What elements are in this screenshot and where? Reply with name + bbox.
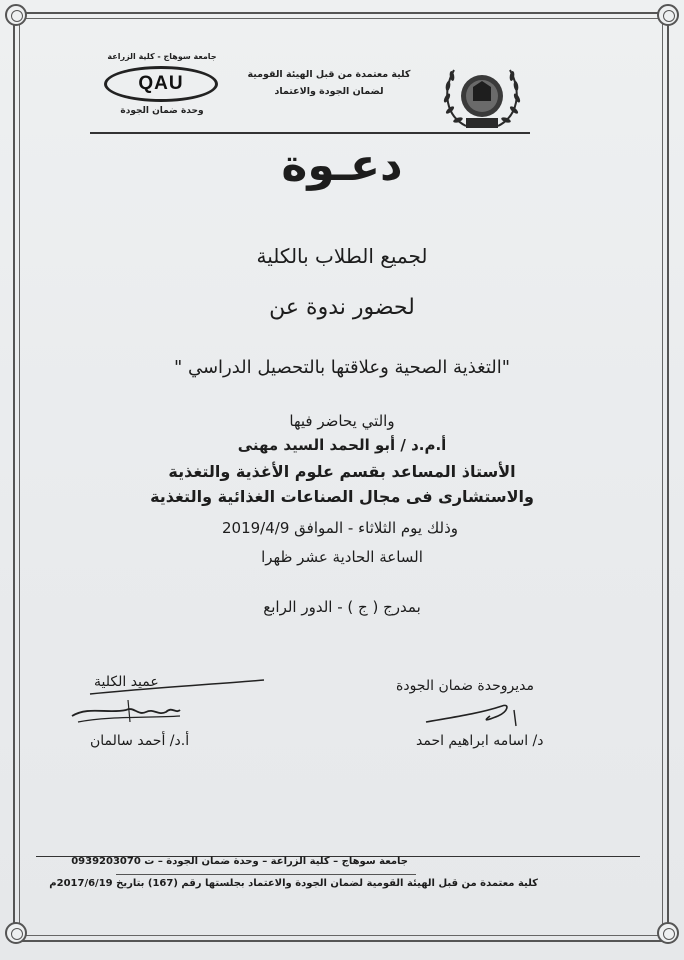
qau-logo-bottom-text: وحدة ضمان الجودة xyxy=(120,106,204,116)
quality-unit-director-title: مديروحدة ضمان الجودة xyxy=(396,678,534,694)
corner-ornament-icon xyxy=(657,922,679,944)
invitation-title: دعـوة xyxy=(281,140,403,191)
lecturer-title: الأستاذ المساعد بقسم علوم الأغذية والتغذية xyxy=(168,462,516,481)
accreditation-header xyxy=(234,66,424,100)
seminar-topic: "التغذية الصحية وعلاقتها بالتحصيل الدراسي " xyxy=(173,357,511,378)
time-line: الساعة الحادية عشر ظهرا xyxy=(261,548,423,566)
corner-ornament-icon xyxy=(5,922,27,944)
header-divider xyxy=(90,132,530,134)
dean-name: أ.د/ أحمد سالمان xyxy=(90,733,190,749)
lecturer-role: والاستشارى فى مجال الصناعات الغذائية والتغذية xyxy=(150,487,534,506)
footer-underline xyxy=(116,874,416,875)
dean-signature-icon xyxy=(68,676,268,738)
lecturer-name: أ.م.د / أبو الحمد السيد مهنى xyxy=(237,436,447,454)
venue-line: بمدرج ( ج ) - الدور الرابع xyxy=(263,598,421,616)
corner-ornament-icon xyxy=(5,4,27,26)
accreditation-line-1: كلية معتمدة من قبل الهيئة القومية xyxy=(247,69,411,80)
faculty-emblem-icon xyxy=(436,58,528,134)
audience-line: لجميع الطلاب بالكلية xyxy=(256,244,428,268)
footer-contact-line: جامعة سوهاج – كلية الزراعة – وحدة ضمان الجودة – ت 0939203070 xyxy=(71,856,408,867)
corner-ornament-icon xyxy=(657,4,679,26)
qau-logo xyxy=(98,52,226,124)
date-line: وذلك يوم الثلاثاء - الموافق 2019/4/9 xyxy=(222,519,458,537)
laurel-emblem-icon xyxy=(436,58,528,134)
quality-unit-director-name: د/ اسامه ابراهيم احمد xyxy=(416,733,544,749)
purpose-line: لحضور ندوة عن xyxy=(269,295,415,320)
qau-logo-mark xyxy=(104,66,218,102)
qau-logo-top-text: جامعة سوهاج - كلية الزراعة xyxy=(107,52,217,61)
footer-accreditation-line: كلية معتمدة من قبل الهيئة القومية لضمان الجودة والاعتماد بجلستها رقم (167) بتاريخ 2017/6/19م xyxy=(49,878,538,889)
qau-logo-text: QAU xyxy=(138,73,184,94)
lecturer-intro: والتي يحاضر فيها xyxy=(289,412,395,430)
dean-title: عميد الكلية xyxy=(94,674,159,690)
director-signature-icon xyxy=(418,692,528,732)
accreditation-line-2: لضمان الجودة والاعتماد xyxy=(274,86,384,97)
